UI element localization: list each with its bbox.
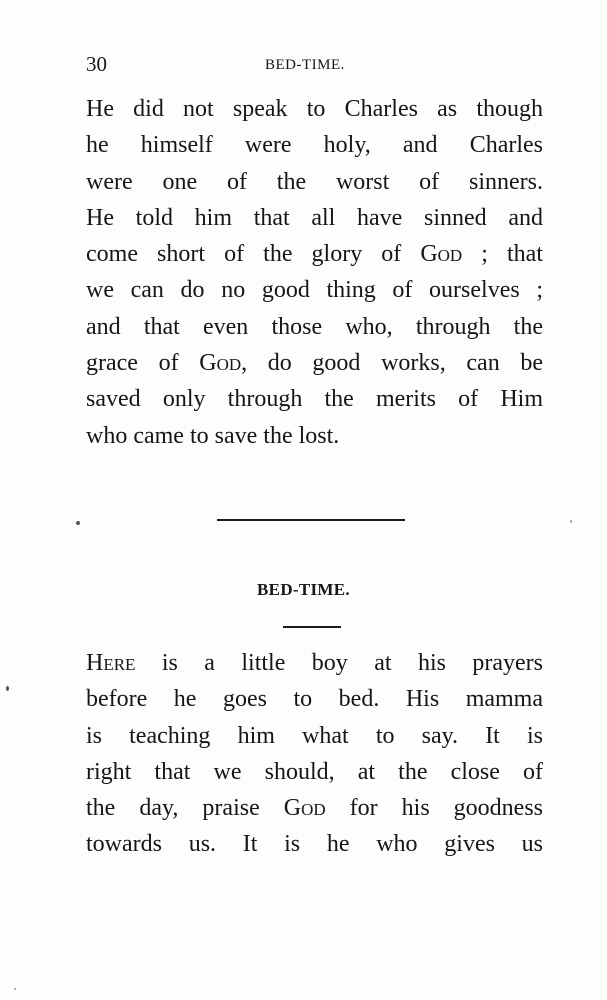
paragraph-line	[86, 236, 543, 272]
line-text: before he goes to bed. His mamma	[86, 686, 543, 713]
line-text: and that even those who, through the	[86, 313, 543, 340]
paragraph-line	[86, 91, 543, 127]
print-speck	[6, 686, 9, 691]
print-speck	[14, 988, 16, 990]
line-text: the day, praise	[86, 795, 284, 822]
line-text: towards us. It is he who gives us	[86, 831, 543, 858]
paragraph-line	[86, 200, 543, 236]
small-caps-word: Here	[86, 650, 136, 676]
line-text: we can do no good thing of ourselves ;	[86, 277, 543, 304]
line-text: for his goodness	[325, 795, 543, 822]
line-text: ; that	[462, 241, 543, 268]
paragraph-line	[86, 754, 543, 790]
paragraph-line	[86, 127, 543, 163]
paragraph-line	[86, 418, 543, 454]
line-text: right that we should, at the close of	[86, 758, 543, 785]
small-caps-word: God	[283, 795, 326, 822]
print-speck	[76, 521, 80, 525]
paragraph-line	[86, 681, 543, 717]
paragraph-line	[86, 790, 543, 826]
line-text: , do good works, can be	[241, 350, 543, 377]
paragraph-2	[86, 645, 543, 863]
print-speck	[570, 520, 572, 523]
line-text: He did not speak to Charles as though	[86, 96, 543, 122]
paragraph-1	[86, 91, 543, 454]
line-text: He told him that all have sinned and	[86, 204, 543, 231]
running-header: BED-TIME.	[265, 57, 345, 73]
line-text: come short of the glory of	[86, 241, 421, 268]
page-number: 30	[86, 52, 107, 76]
small-caps-word: God	[420, 241, 463, 268]
paragraph-line	[86, 718, 543, 754]
line-text: is a little boy at his prayers	[135, 650, 543, 676]
line-text: he himself were holy, and Charles	[86, 132, 543, 159]
section-divider-rule	[217, 519, 405, 521]
paragraph-line	[86, 826, 543, 862]
paragraph-line	[86, 164, 543, 200]
line-text: grace of	[86, 350, 200, 377]
line-text: were one of the worst of sinners.	[86, 168, 543, 195]
paragraph-line	[86, 272, 543, 308]
title-underline-rule	[283, 626, 341, 628]
small-caps-word: God	[199, 350, 242, 377]
line-text: saved only through the merits of Him	[86, 386, 543, 413]
paragraph-line	[86, 309, 543, 345]
line-text: is teaching him what to say. It is	[86, 722, 543, 749]
paragraph-line	[86, 645, 543, 681]
paragraph-line	[86, 345, 543, 381]
paragraph-line	[86, 381, 543, 417]
line-text: who came to save the lost.	[86, 422, 340, 449]
section-title: BED-TIME.	[257, 580, 350, 599]
